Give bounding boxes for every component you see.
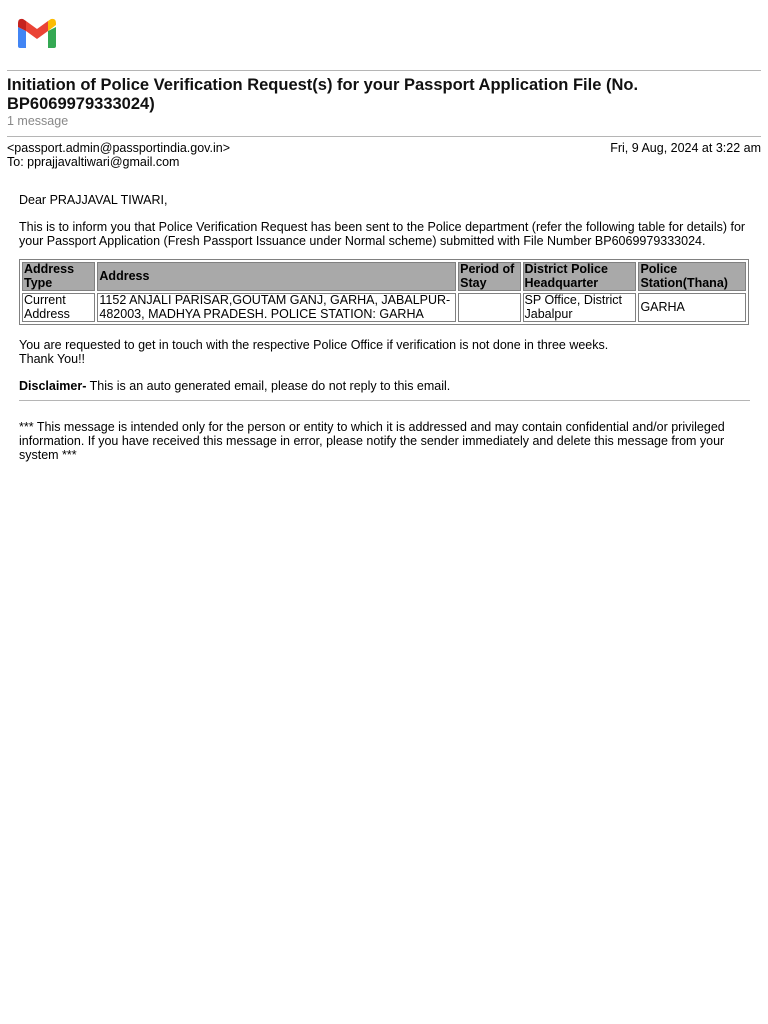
- email-date: Fri, 9 Aug, 2024 at 3:22 am: [610, 141, 761, 155]
- greeting: Dear PRAJJAVAL TIWARI,: [19, 193, 168, 207]
- recipient-line: To: pprajjavaltiwari@gmail.com: [7, 155, 180, 169]
- sender-address[interactable]: <passport.admin@passportindia.gov.in>: [7, 141, 231, 155]
- body-divider: [19, 400, 750, 401]
- header-period-of-stay: Period of Stay: [458, 262, 520, 291]
- header-district-hq: District Police Headquarter: [523, 262, 637, 291]
- cell-address: 1152 ANJALI PARISAR,GOUTAM GANJ, GARHA, JABALPUR-482003, MADHYA PRADESH. POLICE STATION: GARHA: [97, 293, 456, 322]
- cell-district-hq: SP Office, District Jabalpur: [523, 293, 637, 322]
- header-police-station: Police Station(Thana): [638, 262, 746, 291]
- header-address-type: Address Type: [22, 262, 95, 291]
- subject-divider: [7, 136, 761, 137]
- disclaimer-text: This is an auto generated email, please do not reply to this email.: [86, 379, 451, 393]
- table-header-row: [22, 262, 746, 291]
- email-subject: Initiation of Police Verification Request(s) for your Passport Application File (No. BP6069979333024): [7, 76, 639, 113]
- request-paragraph: [19, 338, 750, 366]
- disclaimer-label: Disclaimer-: [19, 379, 87, 393]
- confidentiality-notice: *** This message is intended only for the person or entity to which it is addressed and may contain confidential and/or privileged information. If you have received this message in error, please notify the sender immediately and delete this message from your system ***: [19, 420, 725, 462]
- email-body: [19, 193, 750, 462]
- thanks-text: Thank You!!: [19, 352, 86, 366]
- disclaimer: [19, 379, 750, 393]
- cell-police-station: GARHA: [638, 293, 746, 322]
- cell-address-type: Current Address: [22, 293, 95, 322]
- intro-paragraph: This is to inform you that Police Verification Request has been sent to the Police department (refer the following table for details) for your Passport Application (Fresh Passport Issuance under Normal scheme) submitted with File Number BP6069979333024.: [19, 220, 746, 248]
- cell-period-of-stay: [458, 293, 520, 322]
- message-count: 1 message: [7, 114, 69, 128]
- verification-table: [19, 259, 749, 325]
- header-divider: [7, 70, 761, 71]
- table-row: [22, 293, 746, 322]
- gmail-logo-icon: [16, 17, 58, 49]
- request-text: You are requested to get in touch with the respective Police Office if verification is not done in three weeks.: [19, 338, 609, 352]
- header-address: Address: [97, 262, 456, 291]
